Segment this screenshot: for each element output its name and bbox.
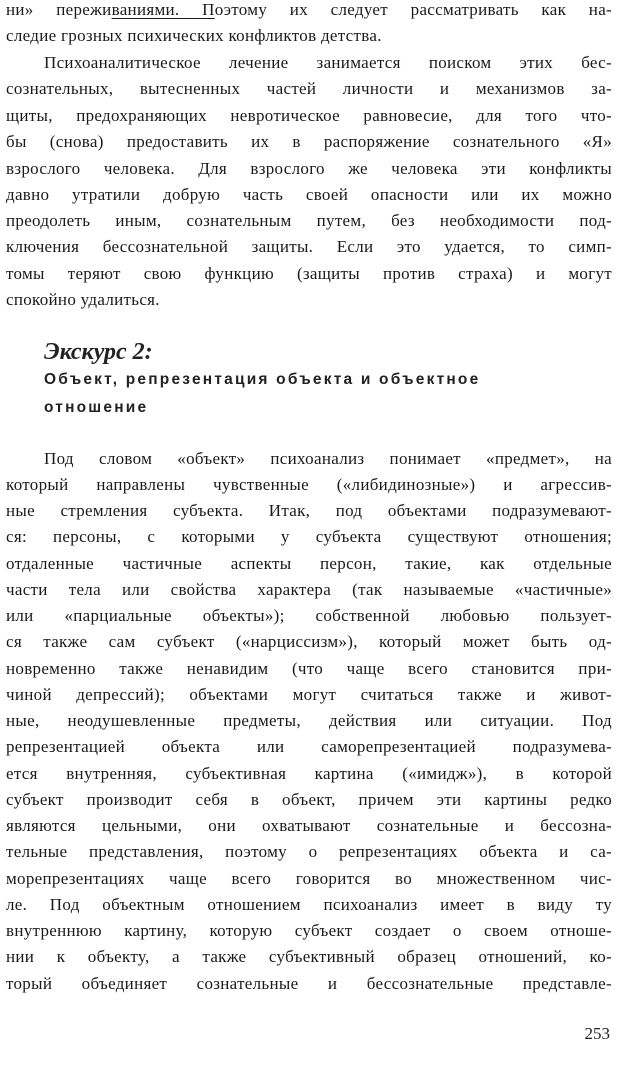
text-line: бы (снова) предоставить их в распоряжение сознательного «Я» [6, 132, 612, 151]
text-line: морепрезентациях чаще всего говорится во множественном чис- [6, 869, 612, 888]
page-number: 253 [584, 1024, 610, 1043]
text-line: который направлены чувственные («либидинозные») и агрессив- [6, 475, 612, 494]
text-line: репрезентацией объекта или саморепрезентацией подразумева- [6, 737, 612, 756]
section-title: Объект, репрезентация объекта и объектное [44, 371, 481, 388]
text-line: или «парциальные объекты»); собственной любовью пользует- [6, 606, 612, 625]
text-line: ле. Под объектным отношением психоанализ имеет в виду ту [6, 895, 612, 914]
section-title-continued: отношение [44, 399, 149, 416]
text-line: сознательных, вытесненных частей личности и механизмов за- [6, 79, 612, 98]
underlined-text: ваниями. П [111, 0, 215, 19]
text-line: ся: персоны, с которыми у субъекта существуют отношения; [6, 527, 612, 546]
text-line: внутреннюю картину, которую субъект создает о своем отноше- [6, 921, 612, 940]
text-line: взрослого человека. Для взрослого же человека эти конфликты [6, 159, 612, 178]
text-line: нии к объекту, а также субъективный образец отношений, ко- [6, 947, 612, 966]
text-line: новременно также ненавидим (что чаще всего становится при- [6, 659, 612, 678]
text-line: ется внутренняя, субъективная картина («имидж»), в которой [6, 764, 612, 783]
text-line: спокойно удалиться. [6, 290, 160, 309]
text-line: ные, неодушевленные предметы, действия или ситуации. Под [6, 711, 612, 730]
text-line: ключения бессознательной защиты. Если это удается, то симп- [6, 237, 612, 256]
text-line: торый объединяет сознательные и бессознательные представле- [6, 974, 612, 993]
text-line: Психоаналитическое лечение занимается поиском этих бес- [44, 53, 612, 72]
text-line: Под словом «объект» психоанализ понимает «предмет», на [44, 449, 612, 468]
text-line: следие грозных психических конфликтов детства. [6, 26, 382, 45]
text-line: субъект производит себя в объект, причем эти картины редко [6, 790, 612, 809]
text-line: ные стремления субъекта. Итак, под объектами подразумевают- [6, 501, 612, 520]
text-line: преодолеть иным, сознательным путем, без необходимости под- [6, 211, 612, 230]
text-line: являются цельными, они охватывают сознательные и бессозна- [6, 816, 612, 835]
excursus-label: Экскурс 2: [44, 339, 153, 365]
text-line: давно утратили добрую часть своей опасности или их можно [6, 185, 612, 204]
text-line [6, 0, 612, 22]
text-fragment: оэтому их следует рассматривать как на- [214, 0, 612, 19]
text-line: ся также сам субъект («нарциссизм»), который может быть од- [6, 632, 612, 651]
text-line: тельные представления, поэтому о репрезентациях объекта и са- [6, 842, 612, 861]
text-line: щиты, предохраняющих невротическое равновесие, для того что- [6, 106, 612, 125]
text-line: части тела или свойства характера (так называемые «частичные» [6, 580, 612, 599]
text-line: томы теряют свою функцию (защиты против страха) и могут [6, 264, 612, 283]
text-line: чиной депрессий); объектами могут считаться также и живот- [6, 685, 612, 704]
text-fragment: ни» пережи [6, 0, 112, 19]
text-line: отдаленные частичные аспекты персон, такие, как отдельные [6, 554, 612, 573]
